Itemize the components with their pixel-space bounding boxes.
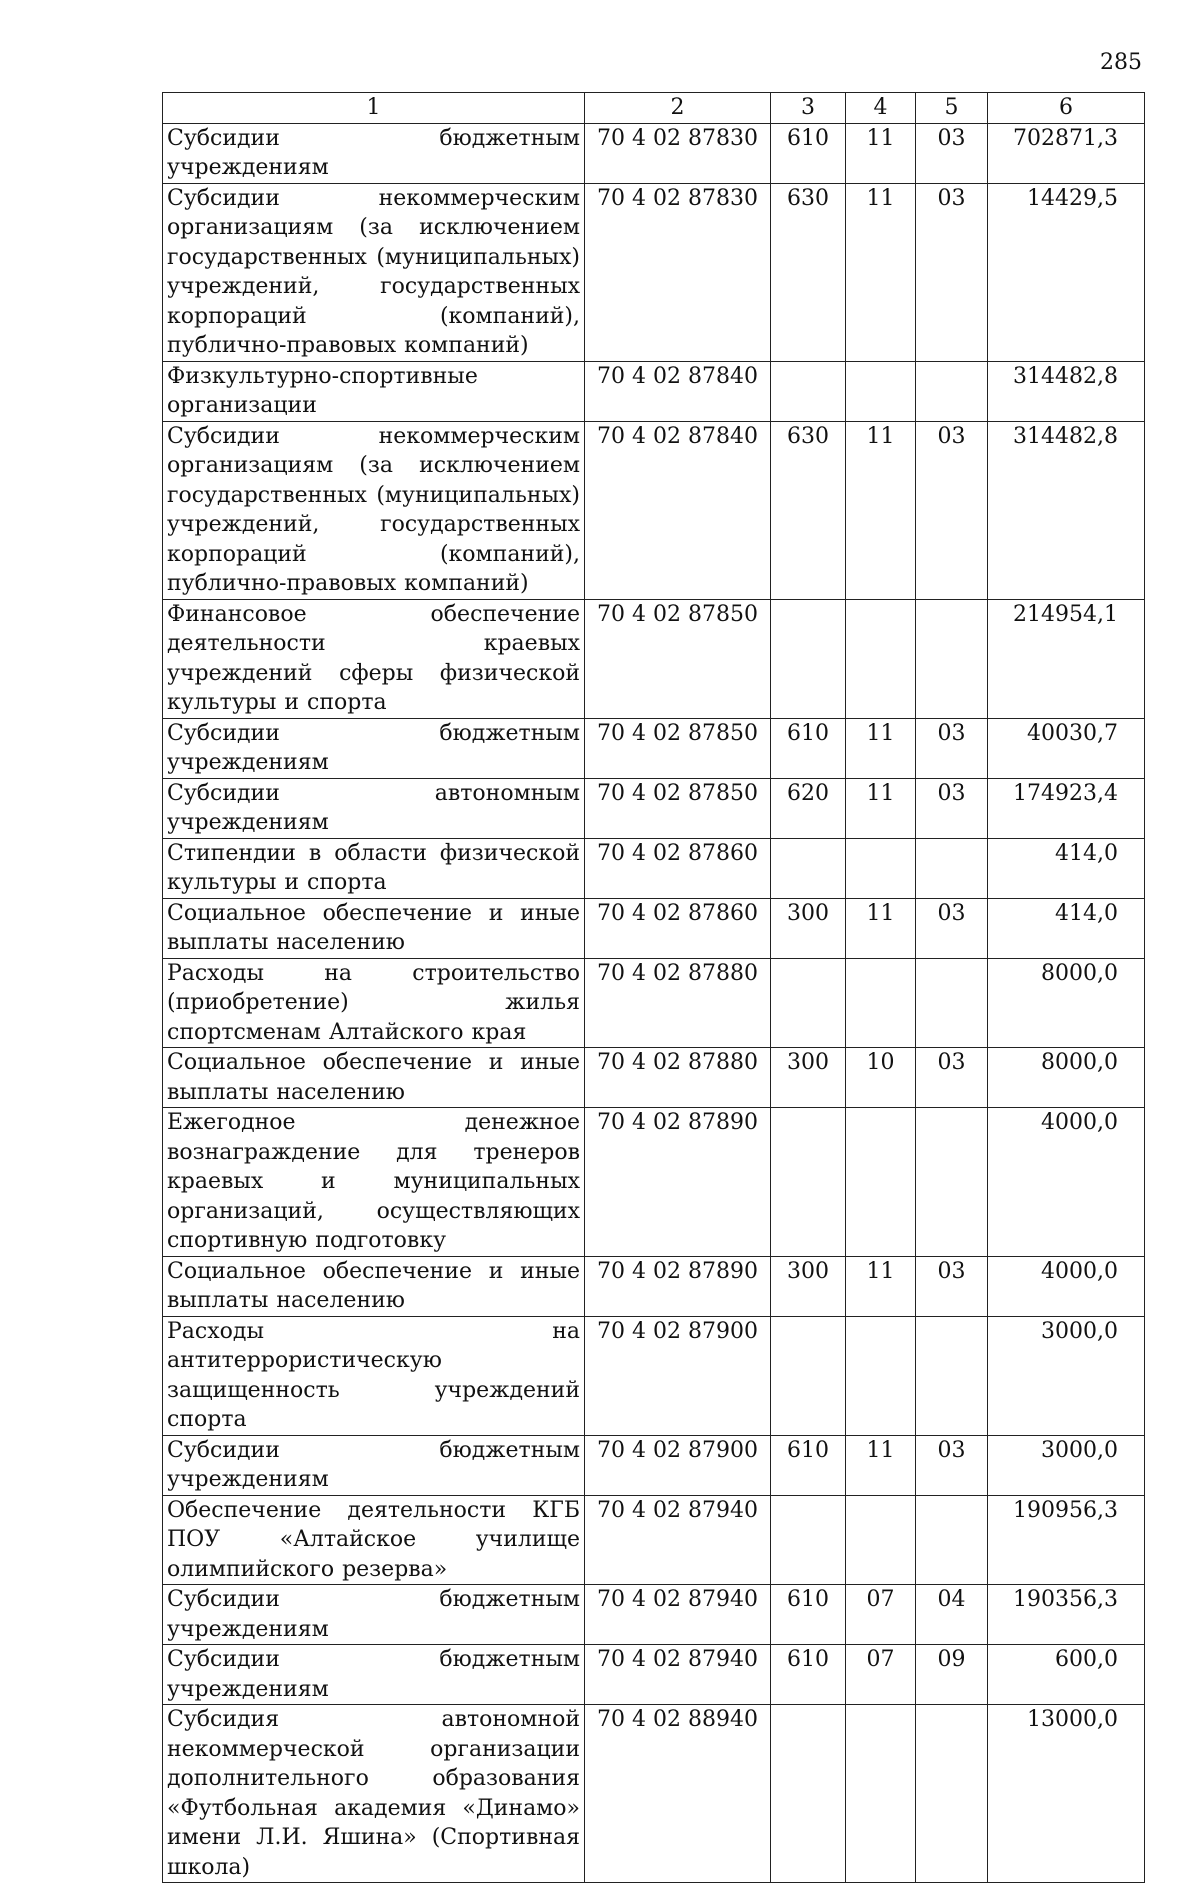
cell-amount: 702871,3 <box>988 123 1145 183</box>
table-row <box>163 1585 1145 1645</box>
header-col-3: 3 <box>771 93 846 124</box>
cell-amount: 174923,4 <box>988 778 1145 838</box>
cell-col-5 <box>916 958 988 1048</box>
cell-col-4: 11 <box>846 1256 916 1316</box>
cell-amount: 14429,5 <box>988 183 1145 361</box>
table-row <box>163 1705 1145 1883</box>
cell-amount: 40030,7 <box>988 718 1145 778</box>
cell-col-3 <box>771 838 846 898</box>
cell-name: Расходы на строительство (приобретение) жилья спортсменам Алтайского края <box>163 958 585 1048</box>
cell-col-5: 03 <box>916 421 988 599</box>
cell-col-5: 03 <box>916 123 988 183</box>
page-number: 285 <box>1100 50 1142 75</box>
table-row <box>163 838 1145 898</box>
cell-amount: 190956,3 <box>988 1495 1145 1585</box>
cell-col-3 <box>771 361 846 421</box>
cell-col-4: 11 <box>846 718 916 778</box>
cell-target-code: 70 4 02 87880 <box>585 1048 771 1108</box>
cell-name: Стипендии в области физической культуры и спорта <box>163 838 585 898</box>
cell-col-4: 11 <box>846 1435 916 1495</box>
cell-name: Расходы на антитеррористическую защищенность учреждений спорта <box>163 1316 585 1435</box>
cell-col-5: 03 <box>916 898 988 958</box>
cell-name: Социальное обеспечение и иные выплаты населению <box>163 898 585 958</box>
cell-name: Субсидии бюджетным учреждениям <box>163 1645 585 1705</box>
cell-amount: 600,0 <box>988 1645 1145 1705</box>
table-row <box>163 123 1145 183</box>
cell-col-5 <box>916 838 988 898</box>
cell-col-3: 300 <box>771 898 846 958</box>
cell-col-4: 07 <box>846 1645 916 1705</box>
table-body <box>163 123 1145 1883</box>
cell-amount: 8000,0 <box>988 958 1145 1048</box>
cell-target-code: 70 4 02 87860 <box>585 838 771 898</box>
header-col-5: 5 <box>916 93 988 124</box>
cell-col-4: 10 <box>846 1048 916 1108</box>
header-col-6: 6 <box>988 93 1145 124</box>
cell-col-3 <box>771 1316 846 1435</box>
cell-col-4 <box>846 599 916 718</box>
cell-col-3: 300 <box>771 1048 846 1108</box>
table-row <box>163 1108 1145 1257</box>
cell-target-code: 70 4 02 87890 <box>585 1108 771 1257</box>
cell-target-code: 70 4 02 88940 <box>585 1705 771 1883</box>
table-row <box>163 1316 1145 1435</box>
cell-col-3: 300 <box>771 1256 846 1316</box>
cell-amount: 314482,8 <box>988 361 1145 421</box>
cell-target-code: 70 4 02 87900 <box>585 1435 771 1495</box>
cell-target-code: 70 4 02 87880 <box>585 958 771 1048</box>
cell-amount: 314482,8 <box>988 421 1145 599</box>
cell-col-5: 03 <box>916 718 988 778</box>
cell-col-3 <box>771 1495 846 1585</box>
cell-target-code: 70 4 02 87840 <box>585 361 771 421</box>
cell-col-3: 630 <box>771 183 846 361</box>
cell-col-4 <box>846 838 916 898</box>
cell-col-3: 610 <box>771 1645 846 1705</box>
cell-name: Субсидии бюджетным учреждениям <box>163 1435 585 1495</box>
cell-col-4 <box>846 1495 916 1585</box>
cell-col-5: 04 <box>916 1585 988 1645</box>
cell-col-5 <box>916 1495 988 1585</box>
cell-col-3: 630 <box>771 421 846 599</box>
table-row <box>163 599 1145 718</box>
cell-col-5 <box>916 361 988 421</box>
cell-target-code: 70 4 02 87900 <box>585 1316 771 1435</box>
cell-target-code: 70 4 02 87940 <box>585 1645 771 1705</box>
cell-name: Социальное обеспечение и иные выплаты населению <box>163 1256 585 1316</box>
cell-name: Субсидии бюджетным учреждениям <box>163 718 585 778</box>
cell-name: Ежегодное денежное вознаграждение для тренеров краевых и муниципальных организаций, осуществляющих спортивную подготовку <box>163 1108 585 1257</box>
cell-col-5 <box>916 599 988 718</box>
table-row <box>163 183 1145 361</box>
cell-col-3 <box>771 599 846 718</box>
cell-col-4 <box>846 1705 916 1883</box>
cell-amount: 8000,0 <box>988 1048 1145 1108</box>
header-row <box>163 93 1145 124</box>
cell-col-5: 03 <box>916 183 988 361</box>
cell-col-4 <box>846 361 916 421</box>
cell-col-5: 03 <box>916 1048 988 1108</box>
cell-target-code: 70 4 02 87840 <box>585 421 771 599</box>
cell-col-3: 610 <box>771 123 846 183</box>
cell-target-code: 70 4 02 87850 <box>585 599 771 718</box>
cell-amount: 190356,3 <box>988 1585 1145 1645</box>
header-col-1: 1 <box>163 93 585 124</box>
cell-col-5: 03 <box>916 1256 988 1316</box>
cell-name: Обеспечение деятельности КГБ ПОУ «Алтайское училище олимпийского резерва» <box>163 1495 585 1585</box>
cell-target-code: 70 4 02 87830 <box>585 123 771 183</box>
cell-col-3: 620 <box>771 778 846 838</box>
cell-target-code: 70 4 02 87860 <box>585 898 771 958</box>
cell-col-3: 610 <box>771 718 846 778</box>
table-row <box>163 958 1145 1048</box>
cell-amount: 3000,0 <box>988 1316 1145 1435</box>
table-header <box>163 93 1145 124</box>
cell-amount: 414,0 <box>988 898 1145 958</box>
cell-col-4 <box>846 1108 916 1257</box>
cell-col-4 <box>846 1316 916 1435</box>
cell-name: Финансовое обеспечение деятельности краевых учреждений сферы физической культуры и спорта <box>163 599 585 718</box>
cell-col-4: 11 <box>846 123 916 183</box>
table-row <box>163 421 1145 599</box>
cell-col-5: 03 <box>916 1435 988 1495</box>
cell-col-4: 11 <box>846 898 916 958</box>
cell-target-code: 70 4 02 87850 <box>585 718 771 778</box>
cell-col-5: 09 <box>916 1645 988 1705</box>
cell-name: Субсидии автономным учреждениям <box>163 778 585 838</box>
cell-amount: 214954,1 <box>988 599 1145 718</box>
cell-col-3: 610 <box>771 1585 846 1645</box>
cell-target-code: 70 4 02 87940 <box>585 1495 771 1585</box>
cell-amount: 13000,0 <box>988 1705 1145 1883</box>
cell-col-3 <box>771 1108 846 1257</box>
cell-name: Субсидии некоммерческим организациям (за исключением государственных (муниципальных) учреждений, государственных корпораций (компаний), публично-правовых компаний) <box>163 421 585 599</box>
cell-amount: 4000,0 <box>988 1108 1145 1257</box>
cell-col-4: 11 <box>846 421 916 599</box>
cell-target-code: 70 4 02 87890 <box>585 1256 771 1316</box>
cell-col-4: 11 <box>846 778 916 838</box>
budget-table <box>162 92 1145 1883</box>
header-col-2: 2 <box>585 93 771 124</box>
cell-col-3 <box>771 1705 846 1883</box>
table-row <box>163 898 1145 958</box>
header-col-4: 4 <box>846 93 916 124</box>
cell-name: Субсидии бюджетным учреждениям <box>163 1585 585 1645</box>
cell-amount: 4000,0 <box>988 1256 1145 1316</box>
cell-col-4 <box>846 958 916 1048</box>
table-row <box>163 1048 1145 1108</box>
cell-target-code: 70 4 02 87830 <box>585 183 771 361</box>
table-row <box>163 361 1145 421</box>
cell-target-code: 70 4 02 87850 <box>585 778 771 838</box>
cell-name: Субсидия автономной некоммерческой организации дополнительного образования «Футбольная академия «Динамо» имени Л.И. Яшина» (Спортивная школа) <box>163 1705 585 1883</box>
cell-col-4: 11 <box>846 183 916 361</box>
cell-name: Субсидии бюджетным учреждениям <box>163 123 585 183</box>
cell-col-5: 03 <box>916 778 988 838</box>
cell-col-4: 07 <box>846 1585 916 1645</box>
cell-col-3 <box>771 958 846 1048</box>
table-row <box>163 778 1145 838</box>
table-row <box>163 718 1145 778</box>
table-row <box>163 1435 1145 1495</box>
cell-target-code: 70 4 02 87940 <box>585 1585 771 1645</box>
cell-col-5 <box>916 1108 988 1257</box>
cell-col-5 <box>916 1705 988 1883</box>
table-row <box>163 1256 1145 1316</box>
cell-col-3: 610 <box>771 1435 846 1495</box>
cell-name: Физкультурно-спортивные организации <box>163 361 585 421</box>
cell-amount: 414,0 <box>988 838 1145 898</box>
cell-name: Субсидии некоммерческим организациям (за исключением государственных (муниципальных) учреждений, государственных корпораций (компаний), публично-правовых компаний) <box>163 183 585 361</box>
cell-col-5 <box>916 1316 988 1435</box>
cell-amount: 3000,0 <box>988 1435 1145 1495</box>
table-row <box>163 1495 1145 1585</box>
cell-name: Социальное обеспечение и иные выплаты населению <box>163 1048 585 1108</box>
